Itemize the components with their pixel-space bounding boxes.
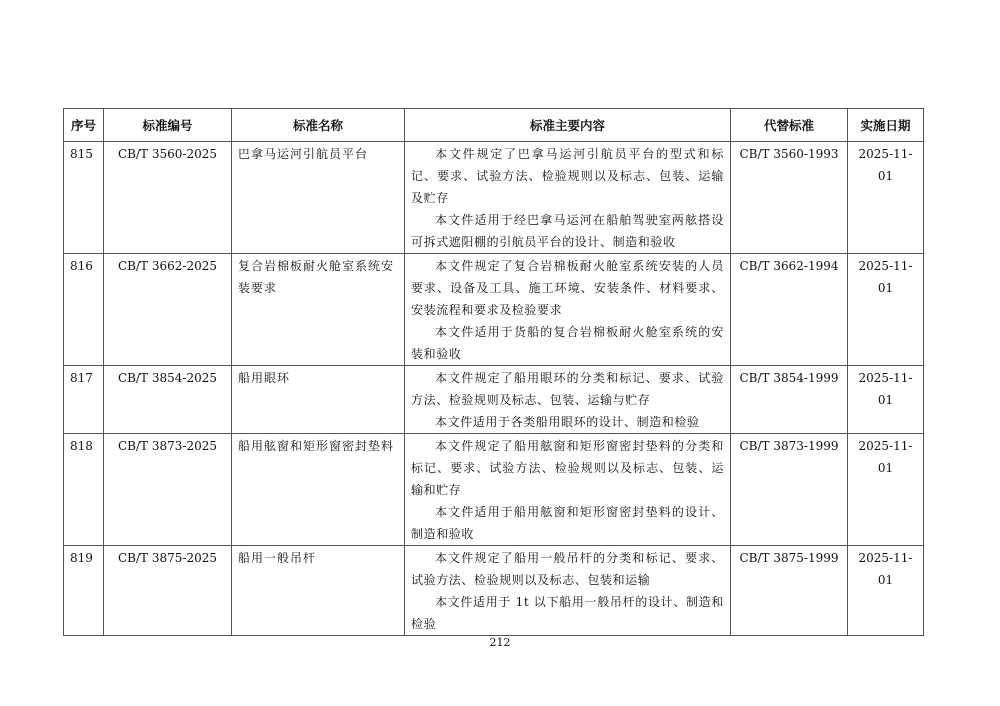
row-code: CB/T 3662-2025 [104, 254, 232, 366]
table-row [64, 366, 924, 434]
row-seq: 819 [64, 546, 104, 636]
row-content [405, 546, 731, 636]
row-code: CB/T 3854-2025 [104, 366, 232, 434]
row-content [405, 434, 731, 546]
row-replaces: CB/T 3873-1999 [731, 434, 848, 546]
content-paragraph: 本文件适用于 1t 以下船用一般吊杆的设计、制造和检验 [411, 595, 724, 631]
content-paragraph: 本文件规定了船用一般吊杆的分类和标记、要求、试验方法、检验规则以及标志、包装和运输 [411, 551, 724, 587]
content-paragraph: 本文件规定了船用眼环的分类和标记、要求、试验方法、检验规则及标志、包装、运输与贮存 [411, 371, 724, 407]
page-number: 212 [489, 636, 511, 649]
header-seq: 序号 [64, 109, 104, 142]
row-date: 2025-11-01 [848, 546, 924, 636]
row-content [405, 142, 731, 254]
row-date: 2025-11-01 [848, 434, 924, 546]
header-name: 标准名称 [232, 109, 405, 142]
content-paragraph: 本文件适用于货船的复合岩棉板耐火舱室系统的安装和验收 [411, 325, 724, 361]
content-paragraph: 本文件规定了船用舷窗和矩形窗密封垫料的分类和标记、要求、试验方法、检验规则以及标志、包装、运输和贮存 [411, 439, 724, 497]
row-date: 2025-11-01 [848, 366, 924, 434]
row-name: 船用眼环 [232, 366, 405, 434]
row-date: 2025-11-01 [848, 254, 924, 366]
table-row [64, 254, 924, 366]
row-seq: 815 [64, 142, 104, 254]
content-paragraph: 本文件适用于各类船用眼环的设计、制造和检验 [435, 415, 700, 429]
row-seq: 816 [64, 254, 104, 366]
row-name: 复合岩棉板耐火舱室系统安装要求 [232, 254, 405, 366]
header-date: 实施日期 [848, 109, 924, 142]
row-content [405, 254, 731, 366]
row-content [405, 366, 731, 434]
table-row [64, 546, 924, 636]
content-paragraph: 本文件适用于船用舷窗和矩形窗密封垫料的设计、制造和验收 [411, 505, 724, 541]
header-replaces: 代替标准 [731, 109, 848, 142]
row-code: CB/T 3875-2025 [104, 546, 232, 636]
row-code: CB/T 3873-2025 [104, 434, 232, 546]
header-content: 标准主要内容 [405, 109, 731, 142]
row-date: 2025-11-01 [848, 142, 924, 254]
row-replaces: CB/T 3854-1999 [731, 366, 848, 434]
row-seq: 818 [64, 434, 104, 546]
table-row [64, 142, 924, 254]
content-paragraph: 本文件规定了复合岩棉板耐火舱室系统安装的人员要求、设备及工具、施工环境、安装条件、材料要求、安装流程和要求及检验要求 [411, 259, 724, 317]
row-name: 船用舷窗和矩形窗密封垫料 [232, 434, 405, 546]
row-replaces: CB/T 3875-1999 [731, 546, 848, 636]
header-code: 标准编号 [104, 109, 232, 142]
row-seq: 817 [64, 366, 104, 434]
standards-table [63, 108, 924, 636]
row-name: 船用一般吊杆 [232, 546, 405, 636]
content-paragraph: 本文件规定了巴拿马运河引航员平台的型式和标记、要求、试验方法、检验规则以及标志、包装、运输及贮存 [411, 147, 724, 205]
row-name: 巴拿马运河引航员平台 [232, 142, 405, 254]
table-header-row [64, 109, 924, 142]
row-replaces: CB/T 3560-1993 [731, 142, 848, 254]
content-paragraph: 本文件适用于经巴拿马运河在船舶驾驶室两舷搭设可拆式遮阳棚的引航员平台的设计、制造和验收 [411, 213, 724, 249]
table-row [64, 434, 924, 546]
row-replaces: CB/T 3662-1994 [731, 254, 848, 366]
row-code: CB/T 3560-2025 [104, 142, 232, 254]
